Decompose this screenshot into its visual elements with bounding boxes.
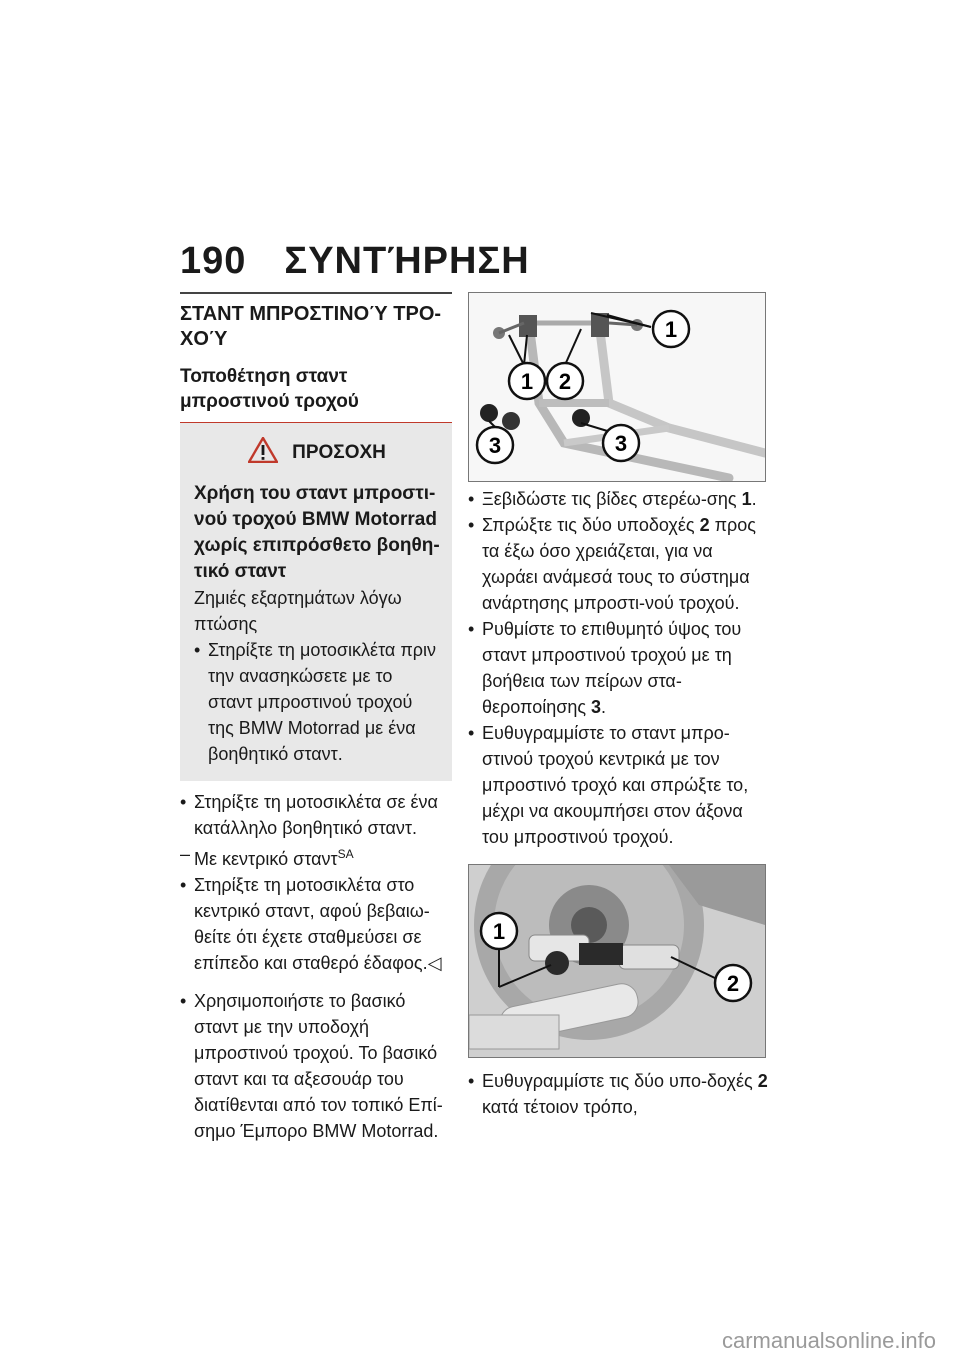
watermark: carmanualsonline.info <box>721 1328 936 1353</box>
svg-text:2: 2 <box>558 369 572 394</box>
callout-1-left <box>509 363 545 399</box>
stand-illustration <box>469 293 765 481</box>
page-header <box>180 240 530 283</box>
svg-text:3: 3 <box>488 433 502 458</box>
callout-1-top-right <box>653 311 689 347</box>
svg-text:2: 2 <box>726 971 740 996</box>
svg-text:3: 3 <box>614 431 628 456</box>
ref-1: 1 <box>741 489 752 509</box>
step-align-stand: • Ευθυγραμμίστε το σταντ μπρο-στινού τροχού κεντρικά με τον μπροστινό τροχό και σπρώξτε το, μέχρι να ακουμπήσει στον άξονα του μπροστινού τροχού. <box>468 720 768 850</box>
caution-consequence: Ζημιές εξαρτημάτων λόγω πτώσης <box>194 588 402 634</box>
step-base-stand: • Χρησιμοποιήστε το βασικό σταντ με την υποδοχή μπροστινού τροχού. Το βασικό σταντ και τα αξεσουάρ του διατίθενται από τον τοπικό Επί-σημο Έμπορο BMW Motorrad. <box>180 988 452 1144</box>
axle-illustration <box>469 865 765 1057</box>
step-support-auxiliary: • Στηρίξτε τη μοτοσικλέτα σε ένα κατάλληλο βοηθητικό σταντ. <box>180 789 452 841</box>
option-center-stand: – Με κεντρικό σταντ$^{SA}$ <box>180 841 452 872</box>
callout-3-left <box>477 427 513 463</box>
step-loosen-screws: • Ξεβιδώστε τις βίδες στερέω-σης 1. <box>468 486 768 512</box>
callout-2 <box>547 363 583 399</box>
ref-2-holders: 2 <box>757 1071 768 1091</box>
figure-stand <box>468 292 766 482</box>
subsection-title: Τοποθέτηση σταντ μπροστινού τροχού <box>180 366 359 412</box>
end-marker: ◁ <box>427 953 442 973</box>
callout-1 <box>481 913 517 949</box>
caution-box <box>180 423 452 781</box>
ref-3: 3 <box>591 697 602 717</box>
sa-superscript: SA <box>337 847 354 861</box>
caution-remedy: • Στηρίξτε τη μοτοσικλέτα πριν την ανασηκώσετε με το σταντ μπροστινού τροχού της BMW Motorrad με ένα βοηθητικό σταντ. <box>194 637 440 767</box>
ref-2: 2 <box>699 515 710 535</box>
callout-2 <box>715 965 751 1001</box>
caution-heading <box>194 437 440 469</box>
warning-triangle-icon <box>248 437 278 469</box>
figure-wheel-axle <box>468 864 766 1058</box>
caution-label: ΠΡΟΣΟΧΗ <box>292 442 386 463</box>
caution-cause: Χρήση του σταντ μπροστι-νού τροχού BMW Motorrad χωρίς επιπρόσθετο βοηθη-τικό σταντ <box>194 483 440 582</box>
step-center-stand: • Στηρίξτε τη μοτοσικλέτα στο κεντρικό σταντ, αφού βεβαιω-θείτε ότι έχετε σταθμεύσει σε επίπεδο και σταθερό έδαφος.◁ <box>180 872 452 976</box>
section-rule <box>180 292 452 294</box>
svg-text:1: 1 <box>520 369 534 394</box>
page-number: 190 <box>180 240 247 282</box>
section-title: ΣΤΑΝΤ ΜΠΡΟΣΤΙΝΟΎ ΤΡΟ-ΧΟΎ <box>180 303 442 350</box>
svg-text:1: 1 <box>492 919 506 944</box>
callout-3-right <box>603 425 639 461</box>
step-push-holders: • Σπρώξτε τις δύο υποδοχές 2 προς τα έξω όσο χρειάζεται, για να χωράει ανάμεσά τους το σύστημα ανάρτησης μπροστι-νού τροχού. <box>468 512 768 616</box>
step-align-holders: • Ευθυγραμμίστε τις δύο υπο-δοχές 2 κατά τέτοιον τρόπο, <box>468 1068 768 1120</box>
step-adjust-height: • Ρυθμίστε το επιθυμητό ύψος του σταντ μπροστινού τροχού με τη βοήθεια των πείρων στα-θεροποίησης 3. <box>468 616 768 720</box>
svg-text:1: 1 <box>664 317 678 342</box>
right-column <box>468 292 768 1120</box>
chapter-title: ΣΥΝΤΉΡΗΣΗ <box>284 240 530 282</box>
left-column <box>180 292 452 1144</box>
